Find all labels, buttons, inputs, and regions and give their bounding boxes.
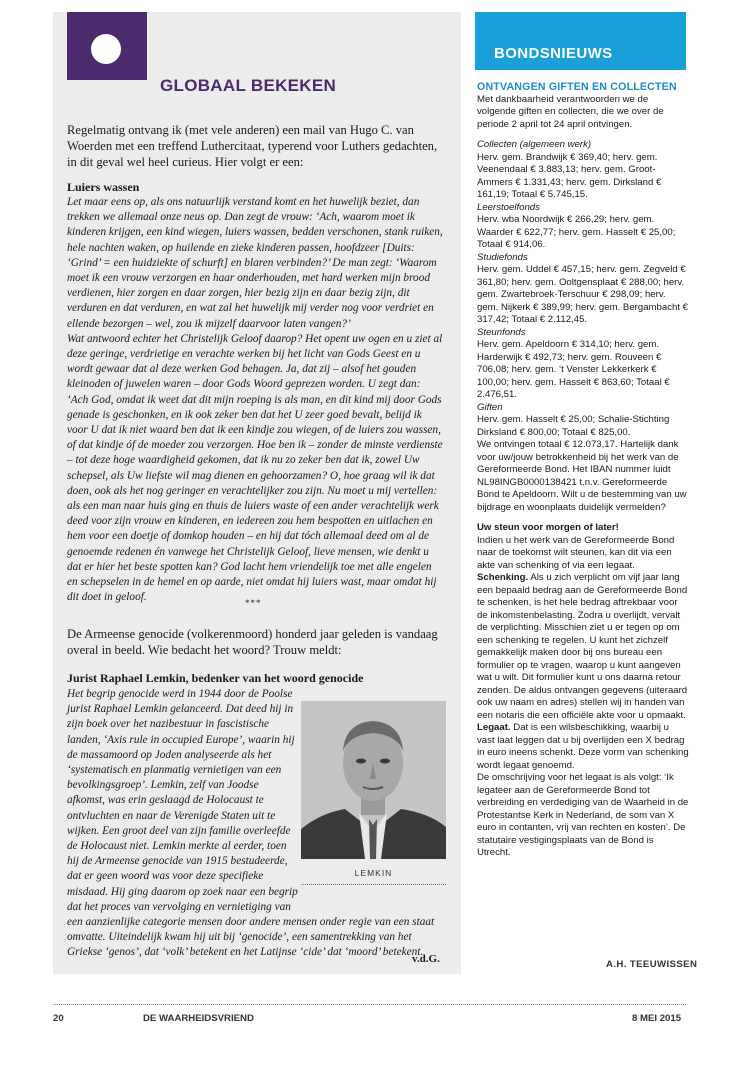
photo-caption: LEMKIN — [354, 868, 393, 878]
category-studiefonds-text: Herv. gem. Uddel € 457,15; herv. gem. Zegveld € 361,80; herv. gem. Ooltgensplaat € 288,00; herv. gem. Zwartebroek-Terschuur € 298,09; herv. gem. Nijkerk € 389,99; herv. gem. Bergambacht € 317,42; Totaal € 2.112,45. — [477, 264, 688, 325]
giften-heading: ONTVANGEN GIFTEN EN COLLECTEN — [477, 81, 677, 93]
category-studiefonds: Studiefonds — [477, 251, 528, 263]
category-giften: Giften — [477, 401, 503, 413]
left-signature: v.d.G. — [412, 953, 440, 965]
lemkin-photo — [301, 701, 446, 859]
schenking-paragraph — [477, 572, 689, 722]
legaat-text: Dat is een wilsbeschikking, waarbij u vast laat leggen dat u bij overlijden een X bedrag in euro ineens schenkt. Deze vorm van schenking wordt legaat genoemd. — [477, 722, 689, 771]
magazine-name: DE WAARHEIDSVRIEND — [143, 1013, 254, 1024]
section-logo-block — [67, 12, 147, 80]
lemkin-heading: Jurist Raphael Lemkin, bedenker van het woord genocide — [67, 671, 364, 685]
category-leerstoelfonds-text: Herv. wba Noordwijk € 266,29; herv. gem. Waarder € 622,77; herv. gem. Hasselt € 25,00; Totaal € 914,06. — [477, 214, 676, 250]
footer-rule — [53, 1004, 686, 1005]
section-divider: *** — [245, 598, 262, 608]
schenking-text: Als u zich verplicht om vijf jaar lang een bepaald bedrag aan de Gereformeerde Bond te schenken, is het hele bedrag aftrekbaar voor de inkomstenbelasting. Zodra u overlijdt, vervalt de verplichting. Misschien ziet u er tegen op om een schenking te regelen. U kunt het zichzelf gemakkelijk maken door bij ons bureau een formulier op te vragen, waarop u kunt aangeven wat u wilt. Dit formulier kunt u ons daarna retour zenden. De aldus ontvangen gegevens (uiteraard ook uw naam en adres) stellen wij in handen van een notaris die een officiële akte voor u opmaakt. — [477, 572, 688, 721]
lemkin-paragraph: Het begrip genocide werd in 1944 door de Poolse jurist Raphael Lemkin gelanceerd. Dat deed hij in zijn boek over het nazibestuur in fascistische landen, ‘Axis rule in occupied Europe’, waarin hij de massamoord op Joden analyseerde als het ‘systematisch en planmatig vernietigen van een bevolkingsgroep’. Lemkin, zelf van Joodse afkomst, was erin geslaagd de Holocaust te ontvluchten en naar de Verenigde Staten uit te wijken. Een groot deel van zijn familie overleefde de Holocaust niet. Lemkin merkte al eerder, toen hij de Armeense genocide van 1915 bestudeerde, dat er geen woord was voor deze specifieke misdaad. Hij ging daarom op zoek naar een begrip dat het proces van vervolging en vernietiging van een aanzienlijke categorie mensen door andere mensen onder regie van een staat omvatte. Uiteindelijk kwam hij uit bij ‘genocide’, een samentrekking van het Griekse ‘genos’, dat ‘volk’ betekent en het Latijnse ‘cide’ dat ‘moord’ betekent. — [67, 688, 435, 959]
portrait-image — [301, 701, 446, 859]
luiers-paragraph-1: Let maar eens op, als ons natuurlijk verstand komt en het huwelijk beziet, dan trekken we allemaal onze neus op. Dan zegt de vrouw: ‘Ach, waarom moet ik kinderen krijgen, een kind wiegen, luiers wassen, bedden verschonen, stank ruiken, hele nachten waken, op huilende en zieke kinderen passen, hoofdzeer [Duits: ‘Grind’ = een huidziekte of schurft] en blaren verbinden?’ De man zegt: ‘Waarom moet ik een vrouw verzorgen en haar onderhouden, met hard werken mijn brood verdienen, hier zorgen en daar zorgen, hier bezig zijn en daar bezig zijn, dit verduren en dat verduren, en wat zal het huwelijk mij verder nog voor verdriet en ellende bezorgen – wel, zou ik mijzelf daarvoor laten vangen?’ — [67, 196, 443, 330]
category-collecten-text: Herv. gem. Brandwijk € 369,40; herv. gem. Veenendaal € 3.883,13; herv. gem. Groot-Ammers € 1.331,43; herv. gem. Dirksland € 161,19; Totaal € 5.745,15. — [477, 151, 662, 200]
luiers-heading: Luiers wassen — [67, 180, 140, 194]
bondsnieuws-column — [477, 81, 689, 860]
category-giften-text: Herv. gem. Hasselt € 25,00; Schalie-Stichting Dirksland € 800,00; Totaal € 825,00. — [477, 414, 670, 438]
genocide-intro: De Armeense genocide (volkerenmoord) honderd jaar geleden is vandaag overal in beeld. Wie bedacht het woord? Trouw meldt: — [67, 627, 438, 657]
section-title: GLOBAAL BEKEKEN — [160, 76, 337, 95]
category-steunfonds: Steunfonds — [477, 326, 526, 338]
luiers-section — [67, 180, 443, 605]
steun-text: Indien u het werk van de Gereformeerde Bond naar de toekomst wilt steunen, kan dit via een akte van schenking of via een legaat. — [477, 534, 675, 571]
circle-icon — [91, 34, 121, 64]
legaat-label: Legaat. — [477, 722, 511, 733]
issue-date: 8 MEI 2015 — [632, 1013, 682, 1024]
category-leerstoelfonds: Leerstoelfonds — [477, 201, 540, 213]
page-number: 20 — [53, 1013, 64, 1024]
article-intro: Regelmatig ontvang ik (met vele anderen) een mail van Hugo C. van Woerden met een treffend Luthercitaat, typerend voor Luthers gedachten, in dit geval wel heel curieus. Hier volgt er een: — [67, 123, 438, 169]
right-author: A.H. TEEUWISSEN — [606, 959, 698, 970]
steun-heading: Uw steun voor morgen of later! — [477, 522, 619, 533]
legaat-paragraph — [477, 722, 689, 772]
giften-intro: Met dankbaarheid verantwoorden we de volgende giften en collecten, die we over de periode 2 april tot 24 april ontvingen. — [477, 93, 664, 130]
category-collecten: Collecten (algemeen werk) — [477, 139, 592, 150]
schenking-label: Schenking. — [477, 572, 529, 583]
total-text: We ontvingen totaal € 12.073,17. Hartelijk dank voor uw/jouw betrokkenheid bij het werk van de Gereformeerde Bond. Het IBAN nummer luidt NL98INGB0000138421 t.n.v. Gereformeerde Bond te Apeldoorn. Wilt u de bestemming van uw bijdrage en woonplaats duidelijk vermelden? — [477, 439, 687, 513]
category-steunfonds-text: Herv. gem. Apeldoorn € 314,10; herv. gem. Harderwijk € 492,73; herv. gem. Rouveen € 706,08; herv. gem. ‘t Venster Lekkerkerk € 100,00; herv. gem. Hasselt € 863,60; Totaal € 2.476,51. — [477, 339, 670, 400]
caption-rule — [301, 884, 446, 885]
legaat-text-2: De omschrijving voor het legaat is als volgt: ‘Ik legateer aan de Gereformeerde Bond tot verbreiding en verdediging van de Waarheid in de Protestantse Kerk in Nederland, de som van X euro in contanten, vrij van rechten en kosten’. De statutaire vestigingsplaats van de Bond is Utrecht. — [477, 772, 689, 858]
luiers-paragraph-2: Wat antwoord echter het Christelijk Geloof daarop? Het opent uw ogen en u ziet al deze geringe, verdrietige en verachte werken bij het licht van Gods Geest en u wordt gewaar dat al deze werken God behagen. Ja, dat zij – alsof het gouden kleinoden of juwelen waren – door Gods Woord geprezen worden. U zegt dan: ‘Ach God, omdat ik weet dat dit mijn roeping is als man, en dit kind mij door Gods genade is geschonken, en ik ook zeker ben dat het U zeer goed bevalt, belijd ik voor U dat ik niet waard ben dat ik een kindje zou wiegen, of de luiers zou wassen, of dat kindje óf de moeder zou verzorgen. Hoe ben ik – zonder de minste verdienste – tot deze hoge waardigheid gekomen, dat ik nu zo zeker ben dat ik, zowel Uw schepsel, als Uw liefste wil mag dienen en gehoorzamen? O, hoe graag wil ik dat doen, ook als het nog geringer en verachtelijker zou zijn. Nu moet u mij vertellen: als een man naar huis ging en thuis de luiers waste of een ander verachtelijk werk deed voor zijn vrouw en kinderen, en iedereen zou hem bespotten en uitlachen en hem voor een doetje of domkop houden – en hij dat tóch allemaal deed om al de genoemde redenen én vanwege het Christelijk Geloof, lieve mensen, wie denkt u dat er hier het beste spotten kan? God lacht hem vriendelijk toe met alle engelen en schepselen in de hemel en op aarde, niet omdat hij luiers wast, maar omdat hij dit doet in geloof. — [67, 332, 443, 604]
bondsnieuws-title: BONDSNIEUWS — [494, 45, 613, 62]
